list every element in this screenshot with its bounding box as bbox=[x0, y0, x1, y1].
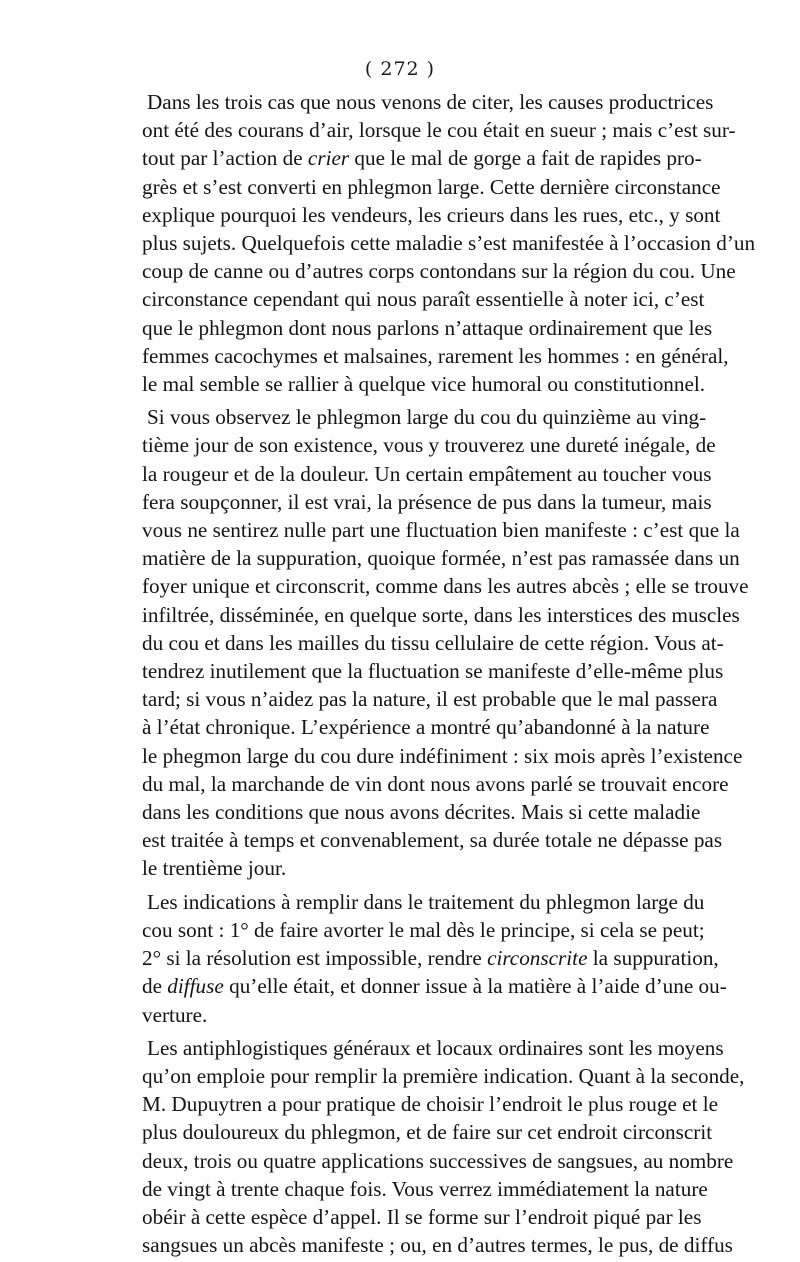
text-line: verture. bbox=[142, 1002, 208, 1027]
italic-text: crier bbox=[307, 146, 350, 171]
text-line: foyer unique et circonscrit, comme dans les autres abcès ; elle se trouve bbox=[142, 574, 749, 599]
text-line: qu’on emploie pour remplir la première indication. Quant à la seconde, bbox=[142, 1063, 745, 1088]
text-line: Si vous observez le phlegmon large du cou du quinzième au ving- bbox=[147, 405, 707, 430]
text-line: du mal, la marchande de vin dont nous avons parlé se trouvait encore bbox=[142, 771, 729, 796]
text-line: Les indications à remplir dans le traitement du phlegmon large du bbox=[147, 889, 705, 914]
text-line: de diffuse qu’elle était, et donner issue à la matière à l’aide d’une ou- bbox=[142, 974, 727, 999]
paragraph bbox=[142, 88, 756, 398]
text-line: grès et s’est converti en phlegmon large. Cette dernière circonstance bbox=[142, 174, 721, 199]
italic-text: circonscrite bbox=[487, 946, 588, 971]
text-line: de vingt à trente chaque fois. Vous verrez immédiatement la nature bbox=[142, 1176, 708, 1201]
text-line: tard; si vous n’aidez pas la nature, il est probable que le mal passera bbox=[142, 687, 718, 712]
text-line: obéir à cette espèce d’appel. Il se forme sur l’endroit piqué par les bbox=[142, 1204, 702, 1229]
text-line: vous ne sentirez nulle part une fluctuation bien manifeste : c’est que la bbox=[142, 518, 740, 543]
text-line: Dans les trois cas que nous venons de citer, les causes productrices bbox=[147, 90, 714, 114]
text-line: à l’état chronique. L’expérience a montré qu’abandonné à la nature bbox=[142, 715, 710, 740]
text-line: fera soupçonner, il est vrai, la présence de pus dans la tumeur, mais bbox=[142, 489, 712, 514]
page-number: ( 272 ) bbox=[364, 58, 436, 80]
text-line: plus douloureux du phlegmon, et de faire sur cet endroit circonscrit bbox=[142, 1120, 713, 1145]
text-line: explique pourquoi les vendeurs, les crieurs dans les rues, etc., y sont bbox=[142, 202, 721, 227]
paragraph bbox=[142, 888, 727, 1029]
text-line: est traitée à temps et convenablement, sa durée totale ne dépasse pas bbox=[142, 828, 723, 853]
text-line: 2° si la résolution est impossible, rendre circonscrite la suppuration, bbox=[142, 946, 719, 971]
text-line: la rougeur et de la douleur. Un certain empâtement au toucher vous bbox=[142, 461, 712, 486]
text-line: infiltrée, disséminée, en quelque sorte, dans les interstices des muscles bbox=[142, 602, 740, 627]
text-line: le phegmon large du cou dure indéfiniment : six mois après l’existence bbox=[142, 743, 743, 768]
paragraph bbox=[142, 403, 749, 882]
text-line: plus sujets. Quelquefois cette maladie s’est manifestée à l’occasion d’un bbox=[142, 231, 756, 256]
text-line: cou sont : 1° de faire avorter le mal dès le principe, si cela se peut; bbox=[142, 917, 705, 942]
text-line: le trentième jour. bbox=[142, 856, 287, 881]
body-text bbox=[142, 88, 756, 1259]
text-line: matière de la suppuration, quoique formée, n’est pas ramassée dans un bbox=[142, 546, 740, 571]
text-line: du cou et dans les mailles du tissu cellulaire de cette région. Vous at- bbox=[142, 630, 724, 655]
paragraph bbox=[142, 1034, 745, 1260]
italic-text: diffuse bbox=[167, 974, 224, 999]
text-line: tième jour de son existence, vous y trouverez une dureté inégale, de bbox=[142, 433, 716, 458]
text-line: tendrez inutilement que la fluctuation se manifeste d’elle-même plus bbox=[142, 659, 724, 684]
text-line: sangsues un abcès manifeste ; ou, en d’autres termes, le pus, de diffus bbox=[142, 1233, 733, 1258]
text-line: M. Dupuytren a pour pratique de choisir l’endroit le plus rouge et le bbox=[142, 1092, 719, 1117]
text-line: ont été des courans d’air, lorsque le cou était en sueur ; mais c’est sur- bbox=[142, 118, 736, 143]
text-line: Les antiphlogistiques généraux et locaux ordinaires sont les moyens bbox=[147, 1035, 724, 1060]
text-line: femmes cacochymes et malsaines, rarement les hommes : en général, bbox=[142, 343, 729, 368]
text-line: circonstance cependant qui nous paraît essentielle à noter ici, c’est bbox=[142, 287, 705, 312]
text-line: coup de canne ou d’autres corps contondans sur la région du cou. Une bbox=[142, 259, 736, 284]
text-line: deux, trois ou quatre applications successives de sangsues, au nombre bbox=[142, 1148, 734, 1173]
text-line: le mal semble se rallier à quelque vice humoral ou constitutionnel. bbox=[142, 372, 706, 397]
text-line: tout par l’action de crier que le mal de gorge a fait de rapides pro- bbox=[142, 146, 702, 171]
text-line: que le phlegmon dont nous parlons n’attaque ordinairement que les bbox=[142, 315, 713, 340]
text-line: dans les conditions que nous avons décrites. Mais si cette maladie bbox=[142, 800, 701, 825]
